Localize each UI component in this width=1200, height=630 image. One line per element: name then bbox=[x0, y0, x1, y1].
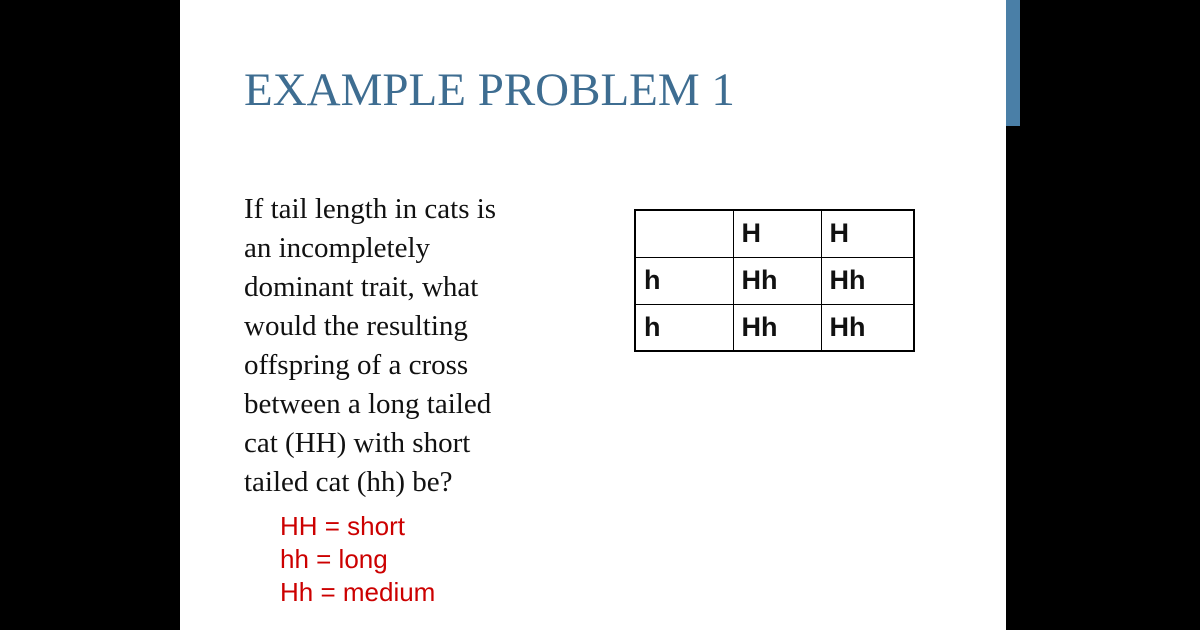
key-line-hh-recessive: hh = long bbox=[280, 544, 388, 574]
punnett-row bbox=[635, 304, 914, 351]
slide bbox=[180, 0, 1006, 630]
key-line-hh-hetero: Hh = medium bbox=[280, 577, 436, 607]
question-line: offspring of a cross bbox=[244, 349, 469, 381]
punnett-allele-header: H bbox=[733, 210, 821, 257]
question-line: would the resulting bbox=[244, 310, 468, 342]
question-line: If tail length in cats is bbox=[244, 193, 497, 225]
problem-question bbox=[244, 190, 564, 502]
punnett-allele-label: h bbox=[635, 304, 733, 351]
question-line: dominant trait, what bbox=[244, 271, 479, 303]
punnett-cell: Hh bbox=[821, 257, 914, 304]
punnett-cell: Hh bbox=[733, 304, 821, 351]
punnett-row bbox=[635, 257, 914, 304]
question-line: cat (HH) with short bbox=[244, 427, 471, 459]
genotype-key bbox=[280, 510, 435, 609]
punnett-cell: Hh bbox=[821, 304, 914, 351]
slide-accent-bar bbox=[1006, 0, 1020, 126]
question-line: tailed cat (hh) be? bbox=[244, 466, 453, 498]
question-line: an incompletely bbox=[244, 232, 431, 264]
punnett-header-row bbox=[635, 210, 914, 257]
punnett-square bbox=[634, 209, 915, 352]
question-line: between a long tailed bbox=[244, 388, 492, 420]
punnett-cell: Hh bbox=[733, 257, 821, 304]
punnett-allele-label: h bbox=[635, 257, 733, 304]
punnett-allele-header: H bbox=[821, 210, 914, 257]
key-line-hh-dominant: HH = short bbox=[280, 511, 405, 541]
slide-title: EXAMPLE PROBLEM 1 bbox=[244, 64, 735, 116]
punnett-corner-cell bbox=[635, 210, 733, 257]
